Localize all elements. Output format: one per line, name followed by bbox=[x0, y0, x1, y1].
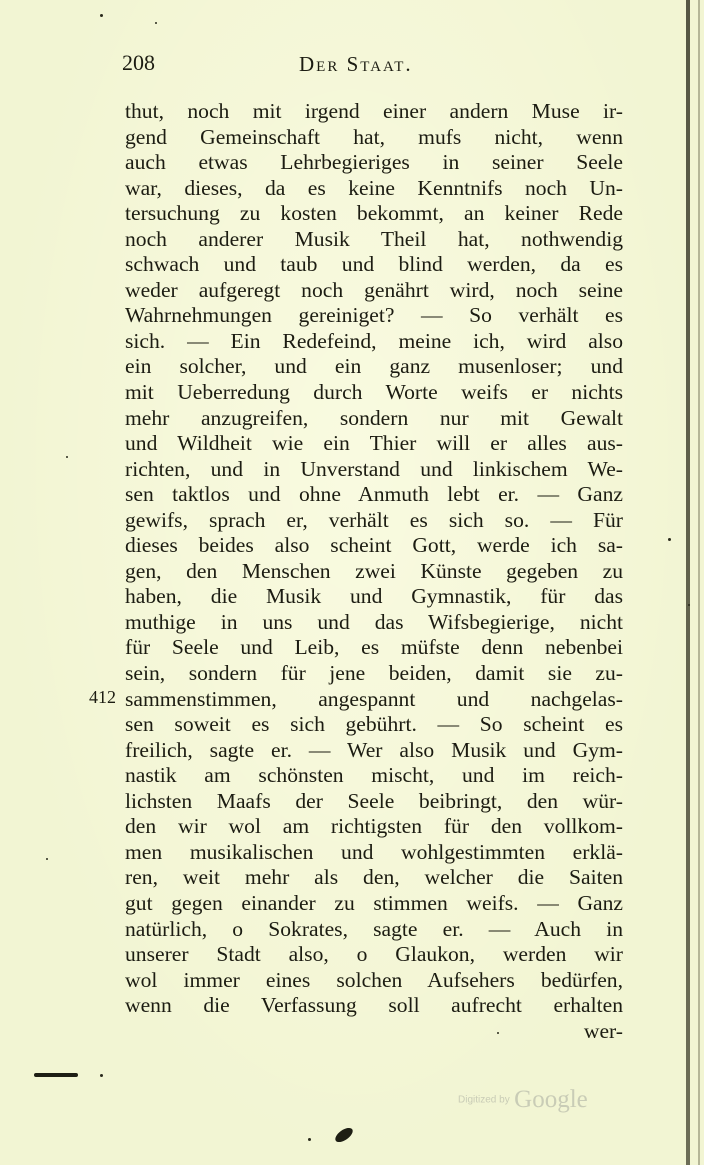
text-line: gend Gemeinschaft hat, mufs nicht, wenn bbox=[125, 124, 623, 149]
text-line: thut, noch mit irgend einer andern Muse ir- bbox=[125, 99, 623, 123]
google-logo: Google bbox=[514, 1086, 588, 1113]
text-line: ren, weit mehr als den, welcher die Saiten bbox=[125, 865, 623, 890]
speck bbox=[308, 1138, 311, 1141]
text-line: weder aufgeregt noch genährt wird, noch seine bbox=[125, 277, 623, 302]
text-line: sich. — Ein Redefeind, meine ich, wird also bbox=[125, 328, 623, 353]
text-line: natürlich, o Sokrates, sagte er. — Auch in bbox=[125, 916, 623, 941]
text-line: lichsten Maafs der Seele beibringt, den wür- bbox=[125, 788, 623, 813]
page-edge-line bbox=[698, 0, 700, 1165]
text-line: richten, und in Unverstand und linkischem We- bbox=[125, 456, 623, 481]
speck bbox=[497, 1032, 499, 1034]
text-line: tersuchung zu kosten bekommt, an keiner Rede bbox=[125, 201, 623, 226]
text-line: freilich, sagte er. — Wer also Musik und Gym- bbox=[125, 737, 623, 762]
text-line: men musikalischen und wohlgestimmten erklä- bbox=[125, 839, 623, 864]
speck bbox=[46, 858, 48, 860]
text-line: unserer Stadt also, o Glaukon, werden wir bbox=[125, 942, 623, 967]
text-line: mit Ueberredung durch Worte weifs er nichts bbox=[125, 380, 623, 405]
speck bbox=[155, 22, 157, 24]
page-number: 208 bbox=[122, 50, 155, 75]
text-line: sen soweit es sich gebührt. — So scheint es bbox=[125, 712, 623, 737]
speck bbox=[668, 538, 671, 541]
page-edge-shadow bbox=[686, 0, 690, 1165]
text-line: ein solcher, und ein ganz musenloser; und bbox=[125, 354, 623, 379]
running-head: Der Staat. bbox=[299, 52, 413, 76]
text-line: mehr anzugreifen, sondern nur mit Gewalt bbox=[125, 405, 623, 430]
text-line: muthige in uns und das Wifsbegierige, nicht bbox=[125, 609, 623, 634]
text-line: sammenstimmen, angespannt und nachgelas- bbox=[125, 686, 623, 711]
text-line: für Seele und Leib, es müfste denn nebenbei bbox=[125, 635, 623, 660]
text-line: sein, sondern für jene beiden, damit sie zu- bbox=[125, 661, 623, 686]
speck bbox=[688, 604, 690, 606]
text-line: gen, den Menschen zwei Künste gegeben zu bbox=[125, 558, 623, 583]
digitization-watermark bbox=[458, 1086, 588, 1114]
text-line: sen taktlos und ohne Anmuth lebt er. — Ganz bbox=[125, 482, 623, 507]
text-line: wol immer eines solchen Aufsehers bedürfen, bbox=[125, 967, 623, 992]
text-line: den wir wol am richtigsten für den vollkom- bbox=[125, 814, 623, 839]
body-text bbox=[125, 99, 623, 1044]
text-line: auch etwas Lehrbegieriges in seiner Seele bbox=[125, 150, 623, 175]
text-line: schwach und taub und blind werden, da es bbox=[125, 252, 623, 277]
text-line: gut gegen einander zu stimmen weifs. — Ganz bbox=[125, 890, 623, 915]
speck bbox=[66, 456, 68, 458]
text-line: dieses beides also scheint Gott, werde ich sa- bbox=[125, 533, 623, 558]
speck bbox=[100, 14, 103, 17]
margin-reference-number: 412 bbox=[89, 687, 116, 707]
speck bbox=[100, 1074, 103, 1077]
ink-blot bbox=[333, 1125, 355, 1145]
text-line: noch anderer Musik Theil hat, nothwendig bbox=[125, 226, 623, 251]
text-line: wenn die Verfassung soll aufrecht erhalten bbox=[125, 993, 623, 1018]
catchword: wer- bbox=[583, 1018, 623, 1043]
text-line: nastik am schönsten mischt, und im reich- bbox=[125, 763, 623, 788]
page-header bbox=[122, 50, 622, 80]
text-line: haben, die Musik und Gymnastik, für das bbox=[125, 584, 623, 609]
text-line: gewifs, sprach er, verhält es sich so. — Für bbox=[125, 507, 623, 532]
watermark-prefix: Digitized by bbox=[458, 1094, 510, 1106]
text-line: war, dieses, da es keine Kenntnifs noch Un- bbox=[125, 175, 623, 200]
text-line: und Wildheit wie ein Thier will er alles aus- bbox=[125, 431, 623, 456]
ink-mark bbox=[34, 1073, 78, 1077]
text-line: Wahrnehmungen gereiniget? — So verhält es bbox=[125, 303, 623, 328]
